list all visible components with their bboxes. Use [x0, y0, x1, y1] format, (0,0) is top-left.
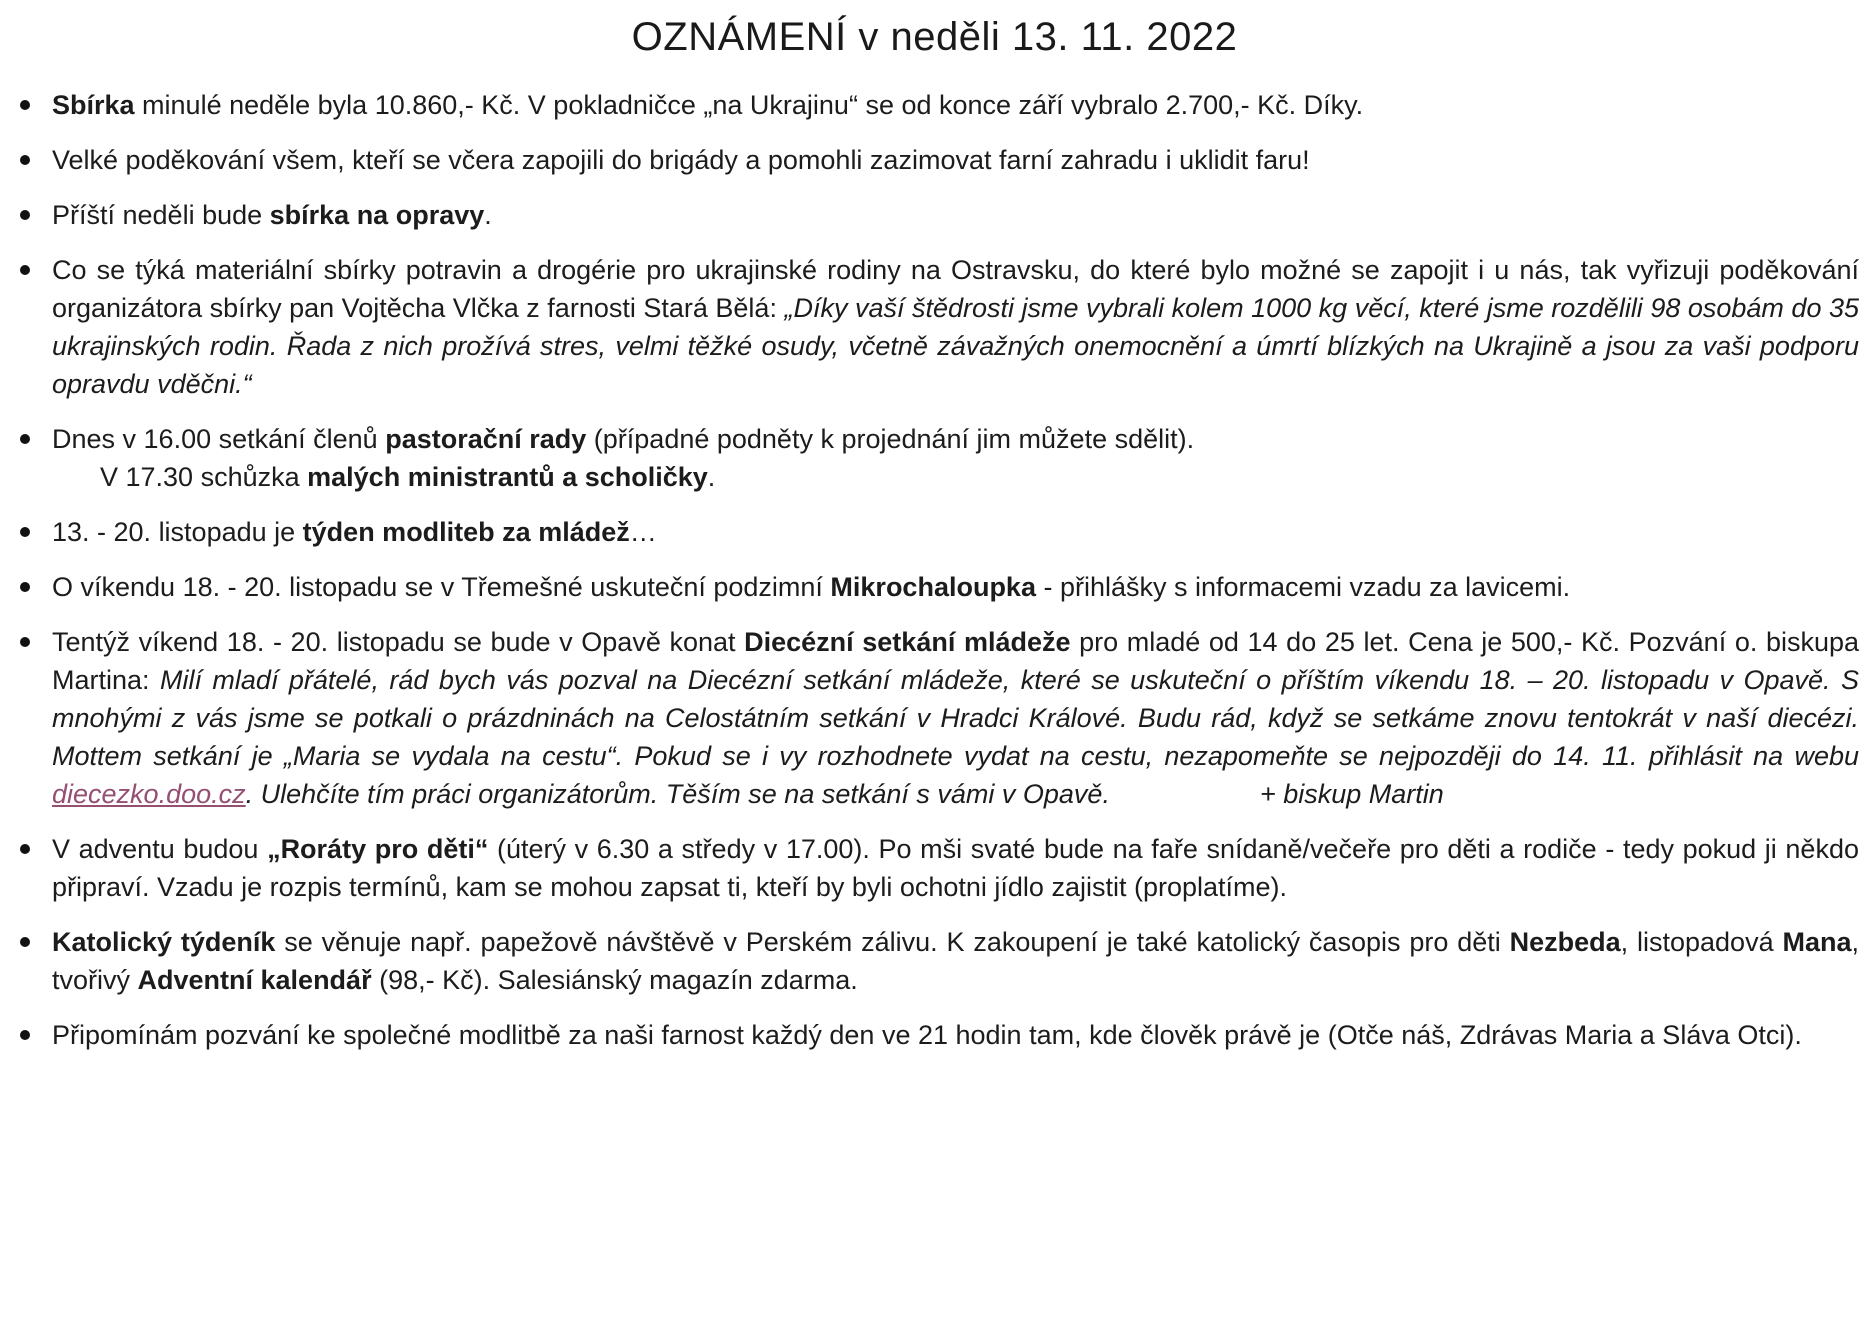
- bullet-text: [52, 923, 1859, 999]
- text-run: O víkendu 18. - 20. listopadu se v Třemešné uskuteční podzimní: [52, 572, 831, 602]
- text-run: Co se týká materiální sbírky potravin a drogérie pro ukrajinské rodiny na Ostravsku, do které bylo možné se zapojit i u nás, tak vyřizuji poděkování organizátora sbírky pan Vojtěcha Vlčka z farnosti Stará Bělá:: [52, 255, 1859, 323]
- bullet-text: [52, 623, 1859, 813]
- bullet-text: [52, 86, 1859, 124]
- list-item: [10, 86, 1859, 124]
- list-item: [10, 923, 1859, 999]
- text-run: pastorační rady: [385, 424, 587, 454]
- text-run: , tvořivý: [52, 927, 1859, 995]
- list-item: [10, 513, 1859, 551]
- list-item: [10, 623, 1859, 813]
- bullet-icon: [20, 527, 30, 537]
- text-run: Milí mladí přátelé, rád bych vás pozval na Diecézní setkání mládeže, které se uskuteční o příštím víkendu 18. – 20. listopadu v Opavě. S mnohými z vás jsme se potkali o prázdninách na Celostátním setkání v Hradci Králové. Budu rád, když se setkáme znovu tentokrát v naší diecézi. Mottem setkání je „Maria se vydala na cestu“. Pokud se i vy rozhodnete vydat na cestu, nezapomeňte se nejpozději do 14. 11. přihlásit na webu: [52, 665, 1859, 771]
- text-run: Mana: [1782, 927, 1852, 957]
- text-run: sbírka na opravy: [269, 200, 485, 230]
- bullet-text: [52, 141, 1859, 179]
- bullet-text: [52, 1016, 1859, 1054]
- text-run: „Roráty pro děti“: [267, 834, 489, 864]
- text-run: Mikrochaloupka: [830, 572, 1036, 602]
- bullet-text: [52, 513, 1859, 551]
- text-run: (případné podněty k projednání jim můžete sdělit).: [586, 424, 1195, 454]
- list-item: [10, 1016, 1859, 1054]
- bullet-text: [52, 568, 1859, 606]
- text-run: malých ministrantů a scholičky: [307, 462, 708, 492]
- text-run: Katolický týdeník: [52, 927, 276, 957]
- list-item: [10, 568, 1859, 606]
- text-run: (98,- Kč). Salesiánský magazín zdarma.: [371, 965, 858, 995]
- bullet-text: [52, 830, 1859, 906]
- bullet-icon: [20, 1030, 30, 1040]
- bullet-icon: [20, 100, 30, 110]
- text-run: Nezbeda: [1509, 927, 1621, 957]
- text-run: . Ulehčíte tím práci organizátorům. Těším se na setkání s vámi v Opavě.: [245, 779, 1110, 809]
- text-run: .: [707, 462, 716, 492]
- text-run: týden modliteb za mládež: [302, 517, 630, 547]
- text-run: - přihlášky s informacemi vzadu za lavicemi.: [1035, 572, 1571, 602]
- text-run: minulé neděle byla 10.860,- Kč. V pokladničce „na Ukrajinu“ se od konce září vybralo 2.700,- Kč. Díky.: [134, 90, 1364, 120]
- bullet-icon: [20, 637, 30, 647]
- text-run: + biskup Martin: [1259, 779, 1444, 809]
- text-run: V 17.30 schůzka: [100, 462, 308, 492]
- text-run: Dnes v 16.00 setkání členů: [52, 424, 386, 454]
- list-item: [10, 251, 1859, 403]
- list-item: [10, 141, 1859, 179]
- bullet-text: [52, 251, 1859, 403]
- text-run: Sbírka: [52, 90, 135, 120]
- text-run: Diecézní setkání mládeže: [744, 627, 1071, 657]
- bullet-icon: [20, 210, 30, 220]
- bullet-icon: [20, 434, 30, 444]
- text-run: Připomínám pozvání ke společné modlitbě za naši farnost každý den ve 21 hodin tam, kde člověk právě je (Otče náš, Zdrávas Maria a Sláva Otci).: [52, 1020, 1802, 1050]
- text-run: Adventní kalendář: [137, 965, 372, 995]
- text-run: pro mladé od 14 do 25 let. Cena je 500,- Kč. Pozvání o. biskupa Martina:: [52, 627, 1860, 695]
- bullet-icon: [20, 937, 30, 947]
- text-run: „Díky vaší štědrosti jsme vybrali kolem 1000 kg věcí, které jsme rozdělili 98 osobám do 35 ukrajinských rodin. Řada z nich prožívá stres, velmi těžké osudy, včetně závažných onemocnění a úmrtí blízkých na Ukrajině a jsou za vaši podporu opravdu vděčni.“: [52, 293, 1859, 399]
- bullet-text: [52, 196, 1859, 234]
- bullet-icon: [20, 844, 30, 854]
- text-run: …: [629, 517, 657, 547]
- text-run: .: [484, 200, 492, 230]
- announcement-list: [10, 86, 1859, 1054]
- bullet-icon: [20, 265, 30, 275]
- text-run: Tentýž víkend 18. - 20. listopadu se bude v Opavě konat: [52, 627, 745, 657]
- list-item: [10, 420, 1859, 496]
- page-title: OZNÁMENÍ v neděli 13. 11. 2022: [631, 15, 1238, 59]
- text-run: Velké poděkování všem, kteří se včera zapojili do brigády a pomohli zazimovat farní zahradu i uklidit faru!: [52, 145, 1310, 175]
- list-item: [10, 830, 1859, 906]
- text-run: Příští neděli bude: [52, 200, 270, 230]
- list-item: [10, 196, 1859, 234]
- text-run: 13. - 20. listopadu je: [52, 517, 303, 547]
- diecezko-link[interactable]: diecezko.doo.cz: [52, 779, 246, 809]
- text-run: (úterý v 6.30 a středy v 17.00). Po mši svaté bude na faře snídaně/večeře pro děti a rodiče - tedy pokud ji někdo připraví. Vzadu je rozpis termínů, kam se mohou zapsat ti, kteří by byli ochotni jídlo zajistit (proplatíme).: [52, 834, 1859, 902]
- text-run: , listopadová: [1620, 927, 1783, 957]
- bullet-icon: [20, 582, 30, 592]
- text-run: se věnuje např. papežově návštěvě v Perském zálivu. K zakoupení je také katolický časopis pro děti: [275, 927, 1510, 957]
- text-run: V adventu budou: [52, 834, 268, 864]
- bullet-icon: [20, 155, 30, 165]
- bullet-text: [52, 420, 1859, 496]
